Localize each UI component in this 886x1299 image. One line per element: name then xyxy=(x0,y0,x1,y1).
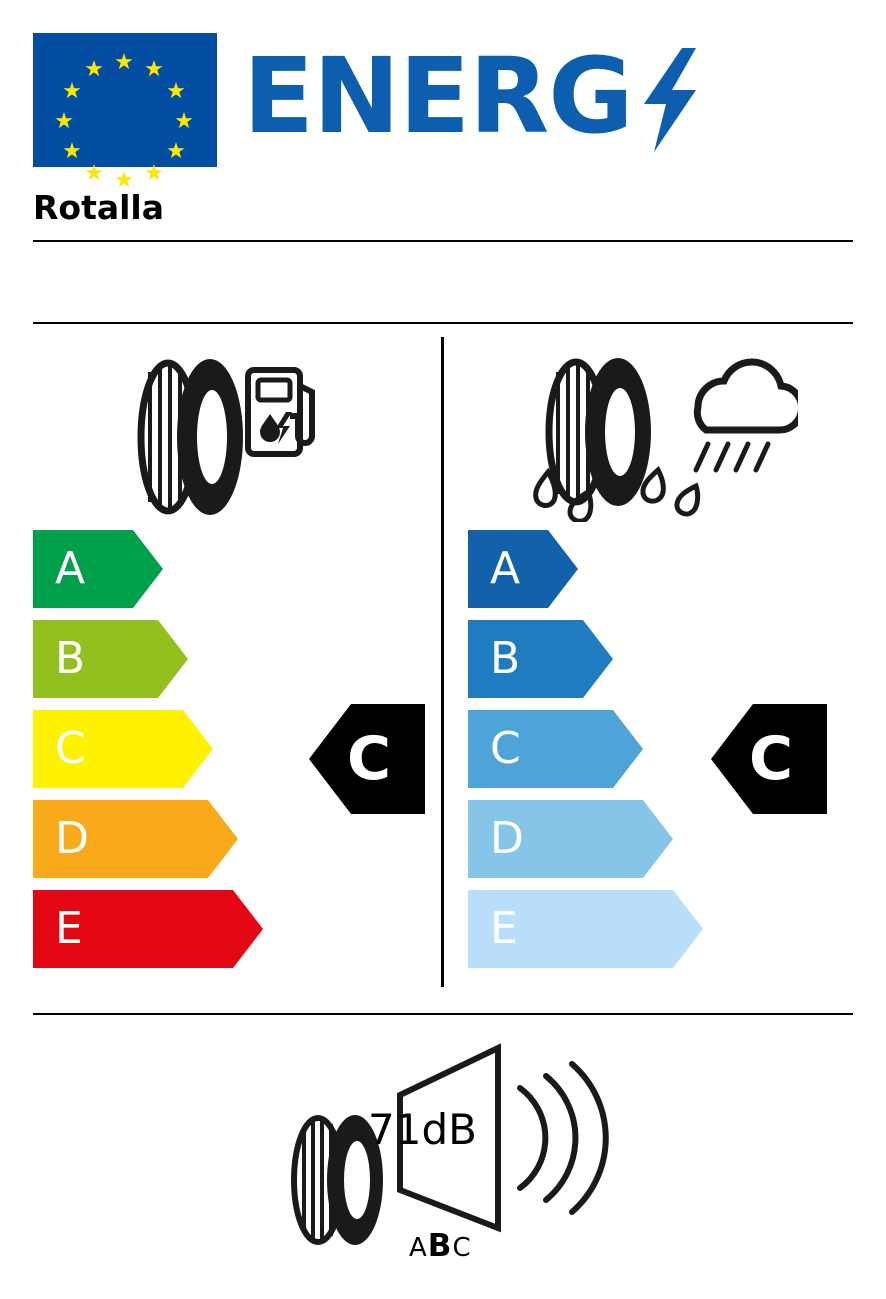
fuel-grade-a xyxy=(33,530,163,608)
wet-grade-b xyxy=(468,620,613,698)
eu-star: ★ xyxy=(84,160,104,185)
wet-grade-c xyxy=(468,710,643,788)
divider-top xyxy=(33,322,853,324)
fuel-grade-b xyxy=(33,620,188,698)
eu-star: ★ xyxy=(166,138,186,163)
eu-star: ★ xyxy=(62,78,82,103)
wet-grade-d xyxy=(468,800,673,878)
eu-star: ★ xyxy=(144,56,164,81)
wet-grade-letter: B xyxy=(490,633,521,684)
wet-grade-letter: C xyxy=(490,723,521,774)
eu-star: ★ xyxy=(54,108,74,133)
fuel-efficiency-scale xyxy=(33,530,303,980)
eu-star: ★ xyxy=(114,49,134,74)
tyre-fuel-pump-icon xyxy=(120,352,320,522)
fuel-grade-letter: C xyxy=(55,723,86,774)
noise-value: 71dB xyxy=(368,1105,477,1154)
divider-bottom xyxy=(33,1013,853,1015)
eu-star: ★ xyxy=(144,160,164,185)
lightning-bolt-icon xyxy=(638,48,700,152)
brand-name: Rotalla xyxy=(33,188,165,227)
wet-grip-result xyxy=(711,704,827,814)
eu-flag xyxy=(33,33,217,192)
eu-star: ★ xyxy=(114,167,134,192)
noise-class xyxy=(409,1228,472,1264)
wet-result-letter: C xyxy=(749,724,794,794)
fuel-grade-d xyxy=(33,800,238,878)
fuel-grade-letter: B xyxy=(55,633,86,684)
tyre-rain-cloud-icon xyxy=(528,352,798,522)
fuel-grade-c xyxy=(33,710,213,788)
wet-grip-scale xyxy=(468,530,728,980)
eu-star: ★ xyxy=(62,138,82,163)
divider-vertical xyxy=(441,337,444,987)
wet-grade-a xyxy=(468,530,578,608)
fuel-grade-letter: D xyxy=(55,813,89,864)
fuel-grade-letter: E xyxy=(55,903,83,954)
eu-star: ★ xyxy=(174,108,194,133)
wet-grade-e xyxy=(468,890,703,968)
energy-wordmark: ENERG xyxy=(243,35,633,157)
divider-brand xyxy=(33,240,853,242)
wet-grade-letter: A xyxy=(490,543,521,594)
grade-arrow xyxy=(468,530,578,608)
eu-star: ★ xyxy=(84,56,104,81)
grade-arrow xyxy=(33,530,163,608)
noise-class-a: A xyxy=(409,1233,428,1263)
fuel-result-letter: C xyxy=(347,724,392,794)
wet-grade-letter: D xyxy=(490,813,524,864)
fuel-grade-e xyxy=(33,890,263,968)
eu-star: ★ xyxy=(166,78,186,103)
noise-class-c: C xyxy=(452,1233,472,1263)
noise-class-selected: B xyxy=(427,1228,453,1264)
fuel-efficiency-result xyxy=(309,704,425,814)
wet-grade-letter: E xyxy=(490,903,518,954)
fuel-grade-letter: A xyxy=(55,543,86,594)
